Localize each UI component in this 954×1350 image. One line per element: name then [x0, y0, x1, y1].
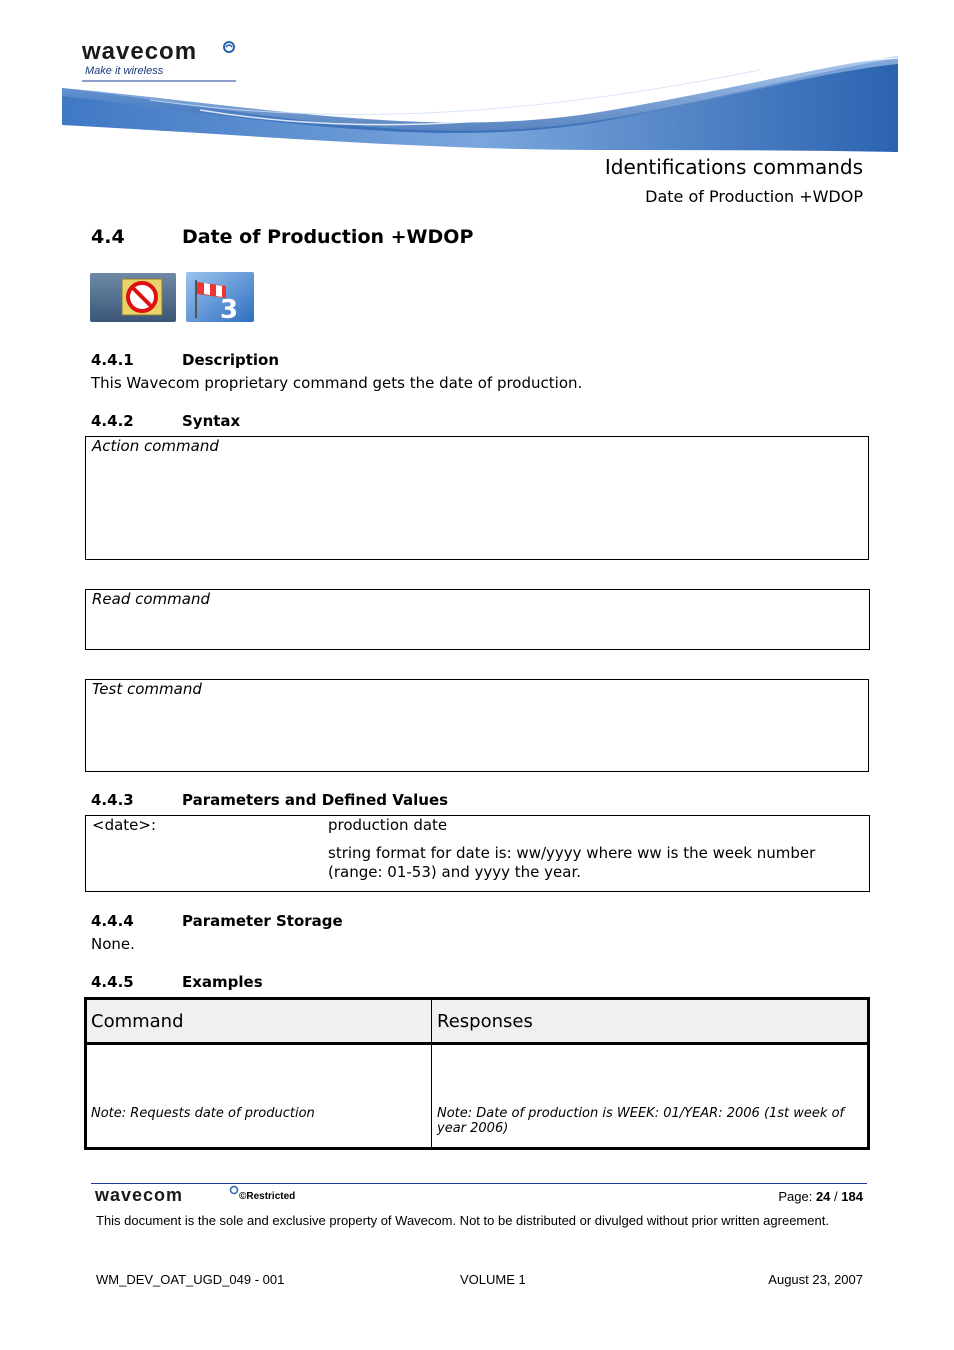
action-command-label: Action command [92, 437, 219, 455]
footer-swirl-icon [229, 1185, 239, 1195]
storage-text: None. [91, 935, 135, 953]
col-command-header: Command [91, 1011, 184, 1032]
header-tagline: Make it wireless [85, 65, 164, 77]
param-name: <date>: [92, 816, 157, 834]
footer-legal: This document is the sole and exclusive property of Wavecom. Not to be distributed or divulged without prior written agreement. [96, 1213, 829, 1228]
header-banner [0, 0, 954, 160]
chapter-title: Identifications commands [604, 155, 863, 179]
parameters-box [85, 815, 870, 892]
description-title: Description [182, 351, 280, 369]
windsock-3-icon [186, 272, 254, 322]
footer-logo: wavecom [95, 1185, 184, 1205]
page-total: 184 [841, 1189, 863, 1204]
examples-col-divider [431, 1000, 432, 1147]
header-logo: wavecom [82, 38, 198, 65]
read-command-label: Read command [92, 590, 211, 608]
test-command-label: Test command [92, 680, 202, 698]
note-command: Note: Requests date of production [91, 1106, 315, 1121]
description-text: This Wavecom proprietary command gets the date of production. [91, 374, 583, 392]
storage-number: 4.4.4 [91, 912, 134, 930]
section-number: 4.4 [91, 226, 125, 248]
read-command-box [85, 589, 870, 650]
footer-rule [91, 1183, 867, 1184]
no-sign-icon [90, 273, 176, 322]
param-desc-2: string format for date is: ww/yyyy where ww is the week number (range: 01-53) and yyyy the year. [328, 844, 816, 881]
test-command-box [85, 679, 869, 772]
windsock-digit: 3 [220, 295, 239, 322]
col-responses-header: Responses [437, 1011, 533, 1032]
footer-restricted: ©Restricted [239, 1191, 296, 1202]
page-label: Page: [778, 1189, 813, 1204]
footer-page [778, 1189, 863, 1204]
section-ref: Date of Production +WDOP [645, 187, 863, 206]
note-response: Note: Date of production is WEEK: 01/YEAR: 2006 (1st week of year 2006) [437, 1106, 845, 1136]
section-title: Date of Production +WDOP [182, 226, 474, 248]
examples-table [84, 997, 870, 1150]
description-number: 4.4.1 [91, 351, 134, 369]
footer-doc-id: WM_DEV_OAT_UGD_049 - 001 [96, 1272, 285, 1287]
logo-swirl-icon [222, 40, 236, 54]
storage-title: Parameter Storage [182, 912, 343, 930]
param-desc-1: production date [328, 816, 448, 834]
footer-volume: VOLUME 1 [460, 1272, 526, 1287]
parameters-title: Parameters and Defined Values [182, 791, 449, 809]
action-command-box [85, 436, 869, 560]
page-separator: / [834, 1189, 838, 1204]
examples-title: Examples [182, 973, 263, 991]
parameters-number: 4.4.3 [91, 791, 134, 809]
syntax-title: Syntax [182, 412, 241, 430]
syntax-number: 4.4.2 [91, 412, 134, 430]
page-current: 24 [815, 1189, 831, 1204]
footer-date: August 23, 2007 [768, 1272, 863, 1287]
examples-number: 4.4.5 [91, 973, 134, 991]
